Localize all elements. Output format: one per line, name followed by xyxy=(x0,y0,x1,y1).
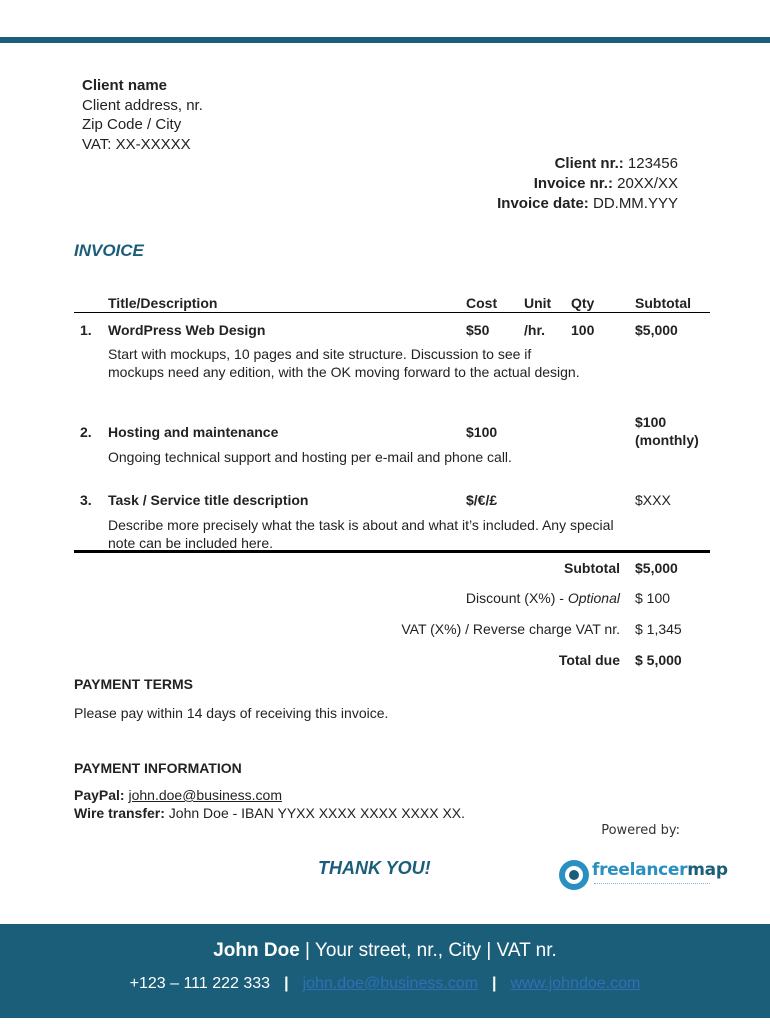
invoice-meta xyxy=(497,154,678,214)
item-3-cost: $/€/£ xyxy=(466,492,498,508)
payment-info-heading: PAYMENT INFORMATION xyxy=(74,760,242,776)
item-2-subtotal-note: (monthly) xyxy=(635,432,699,448)
discount-value: $ 100 xyxy=(635,590,671,606)
invoice-date-label: Invoice date: xyxy=(497,195,589,212)
item-2-number: 2. xyxy=(80,424,92,440)
item-1-qty: 100 xyxy=(571,322,595,338)
discount-label-row xyxy=(466,590,620,606)
vat-label: VAT (X%) / Reverse charge VAT nr. xyxy=(401,621,620,637)
discount-label: Discount (X%) - xyxy=(465,590,568,606)
invoice-nr-label: Invoice nr.: xyxy=(533,175,613,192)
subtotal-value: $5,000 xyxy=(635,560,678,576)
item-2-subtotal: $100 xyxy=(635,414,667,430)
item-2-description: Ongoing technical support and hosting per e-mail and phone call. xyxy=(108,449,512,465)
item-1-title: WordPress Web Design xyxy=(108,322,266,338)
item-3-subtotal: $XXX xyxy=(635,492,671,508)
freelancermap-logo xyxy=(558,858,728,894)
footer-separator: | xyxy=(284,975,289,992)
top-accent-bar xyxy=(0,37,770,43)
footer-name: John Doe xyxy=(213,940,300,961)
total-due-label: Total due xyxy=(558,652,620,668)
wire-label: Wire transfer: xyxy=(74,805,165,821)
header-title-description: Title/Description xyxy=(108,295,218,311)
item-3-title: Task / Service title description xyxy=(108,492,309,508)
item-3-description: Describe more precisely what the task is about and what it’s included. Any special note can be included here. xyxy=(108,517,614,551)
discount-optional: Optional xyxy=(567,590,620,606)
client-nr-label: Client nr.: xyxy=(554,155,624,172)
header-subtotal: Subtotal xyxy=(635,295,691,311)
client-name: Client name xyxy=(82,77,168,94)
item-2-title: Hosting and maintenance xyxy=(108,424,279,440)
logo-tagline xyxy=(594,883,710,886)
total-due-value: $ 5,000 xyxy=(635,652,682,668)
item-1-unit: /hr. xyxy=(524,322,546,338)
footer-separator: | xyxy=(492,975,497,992)
footer-address: | Your street, nr., City | VAT nr. xyxy=(299,940,557,961)
header-unit: Unit xyxy=(524,295,552,311)
item-2-cost: $100 xyxy=(466,424,498,440)
footer-website-link[interactable]: www.johndoe.com xyxy=(510,975,641,992)
header-cost: Cost xyxy=(466,295,498,311)
footer-phone: +123 – 111 222 333 xyxy=(129,975,271,992)
item-1-description: Start with mockups, 10 pages and site structure. Discussion to see if mockups need any edition, with the OK moving forward to the actual design. xyxy=(108,346,580,380)
item-1-number: 1. xyxy=(80,322,92,338)
footer-identity xyxy=(0,940,770,962)
wire-row xyxy=(74,805,465,821)
paypal-link[interactable]: john.doe@business.com xyxy=(128,787,283,803)
payment-terms-heading: PAYMENT TERMS xyxy=(74,676,194,692)
table-bottom-rule xyxy=(74,550,710,553)
client-block xyxy=(82,76,203,154)
paypal-label: PayPal: xyxy=(74,787,125,803)
client-vat: VAT: XX-XXXXX xyxy=(82,135,191,153)
logo-word-freelancer: freelancer xyxy=(592,860,688,880)
thank-you: THANK YOU! xyxy=(318,858,431,878)
invoice-nr: 20XX/XX xyxy=(612,175,678,192)
paypal-row xyxy=(74,787,282,803)
client-nr: 123456 xyxy=(623,155,678,172)
item-1-subtotal: $5,000 xyxy=(635,322,678,338)
powered-by: Powered by: xyxy=(601,823,680,838)
vat-value: $ 1,345 xyxy=(635,621,682,637)
payment-terms-text: Please pay within 14 days of receiving this invoice. xyxy=(74,705,389,721)
item-1-cost: $50 xyxy=(466,322,490,338)
header-qty: Qty xyxy=(571,295,595,311)
invoice-title: INVOICE xyxy=(74,241,144,260)
item-3-number: 3. xyxy=(80,492,92,508)
invoice-date: DD.MM.YYY xyxy=(588,195,678,212)
client-address: Client address, nr. xyxy=(82,96,203,114)
logo-word-map: map xyxy=(687,860,728,880)
client-zip-city: Zip Code / City xyxy=(82,116,182,133)
wire-details: John Doe - IBAN YYXX XXXX XXXX XXXX XX. xyxy=(164,805,466,821)
subtotal-label: Subtotal xyxy=(564,560,620,576)
logo-mark-icon xyxy=(558,859,590,891)
footer-email-link[interactable]: john.doe@business.com xyxy=(302,975,479,992)
footer xyxy=(0,924,770,1018)
footer-contacts xyxy=(0,975,770,993)
logo-wordmark xyxy=(592,860,728,880)
header-rule xyxy=(74,312,710,313)
